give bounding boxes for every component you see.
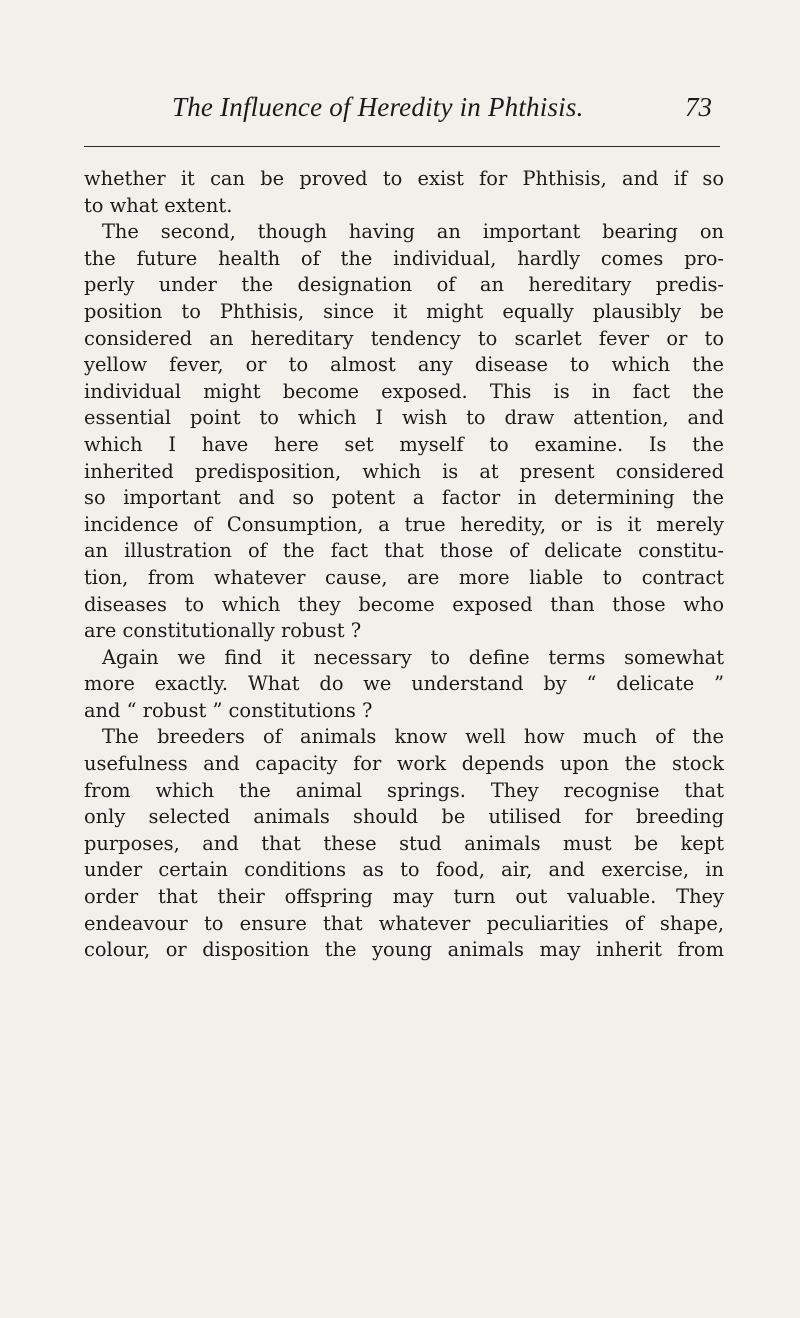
body-text	[84, 166, 724, 964]
text-line: diseases to which they become exposed than those who	[84, 592, 724, 616]
text-line: The breeders of animals know well how much of the	[102, 725, 724, 749]
running-header-title: The Influence of Heredity in Phthisis.	[172, 92, 584, 122]
text-line: endeavour to ensure that whatever peculiarities of shape,	[84, 911, 724, 935]
text-line: inherited predisposition, which is at present considered	[84, 459, 724, 483]
text-line: are constitutionally robust ?	[84, 619, 362, 643]
text-line: incidence of Consumption, a true heredity, or is it merely	[84, 512, 724, 536]
text-line: yellow fever, or to almost any disease to which the	[84, 353, 724, 377]
text-line: whether it can be proved to exist for Phthisis, and if so	[84, 167, 724, 190]
page-number: 73	[685, 92, 712, 122]
text-line: from which the animal springs. They recognise that	[84, 778, 724, 802]
text-line: to what extent.	[84, 193, 233, 217]
header-rule	[84, 146, 720, 147]
text-line: position to Phthisis, since it might equally plausibly be	[84, 299, 724, 323]
text-line: which I have here set myself to examine. Is the	[84, 432, 724, 456]
text-line: so important and so potent a factor in determining the	[84, 486, 724, 510]
running-header	[172, 92, 712, 132]
text-line: The second, though having an important bearing on	[102, 220, 724, 244]
text-line: order that their offspring may turn out valuable. They	[84, 885, 724, 909]
text-line: individual might become exposed. This is in fact the	[84, 379, 724, 403]
text-line: perly under the designation of an hereditary predis-	[84, 273, 724, 297]
text-line: tion, from whatever cause, are more liable to contract	[84, 565, 724, 589]
text-line: essential point to which I wish to draw attention, and	[84, 406, 724, 430]
text-line: only selected animals should be utilised for breeding	[84, 805, 724, 829]
text-line: an illustration of the fact that those of delicate constitu-	[84, 539, 724, 563]
text-line: purposes, and that these stud animals must be kept	[84, 831, 724, 855]
text-line: and “ robust ” constitutions ?	[84, 698, 373, 722]
text-line: colour, or disposition the young animals may inherit from	[84, 938, 724, 962]
text-line: the future health of the individual, hardly comes pro-	[84, 246, 724, 270]
text-line: usefulness and capacity for work depends upon the stock	[84, 752, 724, 776]
text-line: Again we find it necessary to define terms somewhat	[102, 645, 724, 669]
text-line: under certain conditions as to food, air, and exercise, in	[84, 858, 724, 882]
text-line: more exactly. What do we understand by “ delicate ”	[84, 672, 724, 696]
text-line: considered an hereditary tendency to scarlet fever or to	[84, 326, 724, 350]
